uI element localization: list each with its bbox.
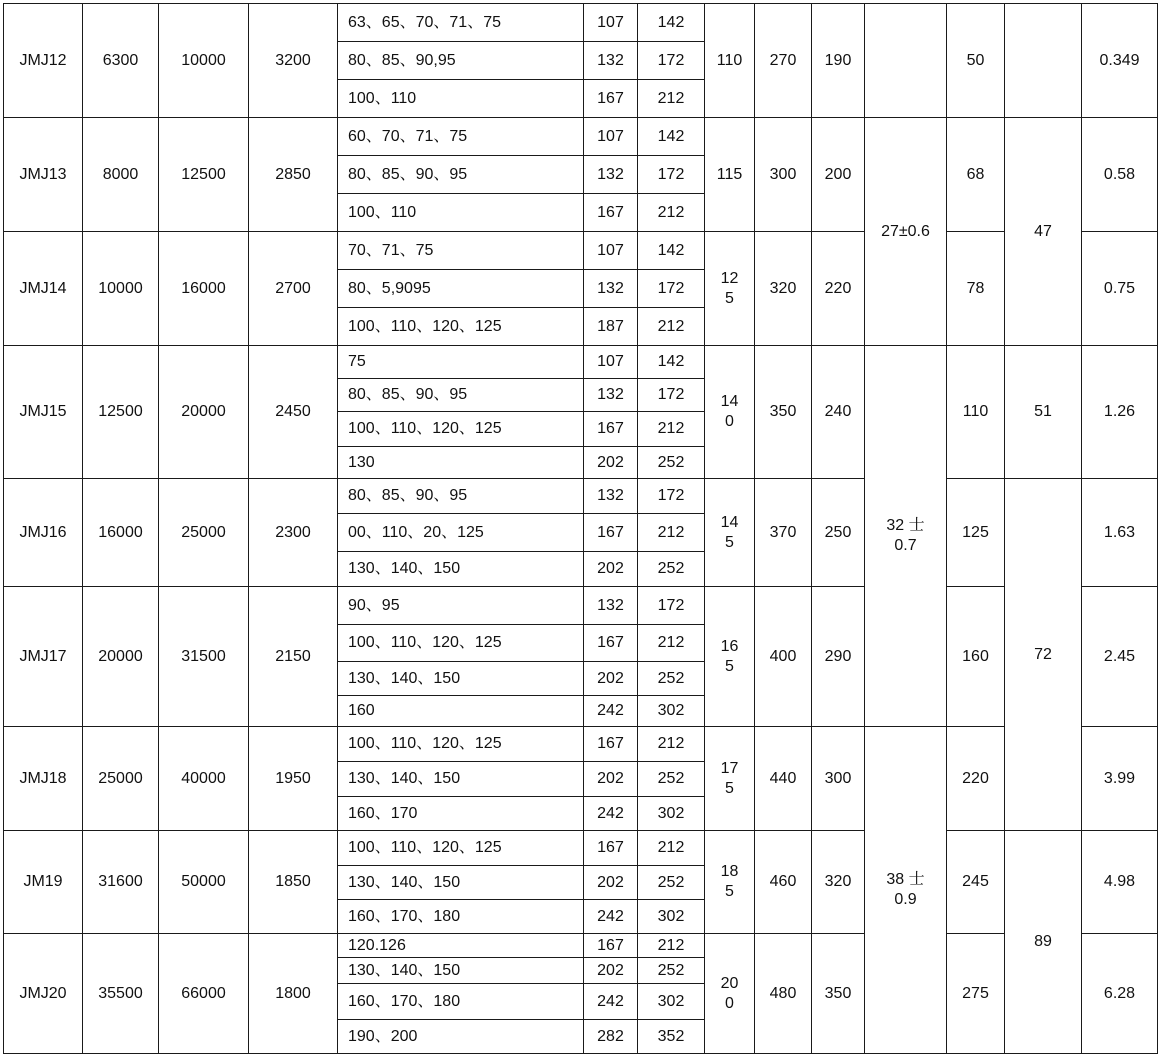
length-a-cell: 167 <box>584 194 638 232</box>
length-a-cell: 132 <box>584 270 638 308</box>
speed-cell: 2300 <box>249 479 338 587</box>
length-b-cell: 172 <box>638 379 705 412</box>
length-b-cell: 252 <box>638 958 705 984</box>
inertia-cell: 160 <box>947 587 1005 727</box>
shaft-diameter-cell: 160、170 <box>338 797 584 831</box>
inertia-cell: 125 <box>947 479 1005 587</box>
inertia-cell: 245 <box>947 831 1005 934</box>
l-dimension-value: 165 <box>720 637 739 675</box>
hub-diameter-cell: 300 <box>812 727 865 831</box>
thickness-cell <box>865 727 947 1054</box>
speed-cell: 1950 <box>249 727 338 831</box>
length-b-cell: 302 <box>638 696 705 727</box>
coupling-spec-table <box>3 3 1158 1054</box>
length-a-cell: 132 <box>584 479 638 514</box>
shaft-diameter-cell: 160、170、180 <box>338 900 584 934</box>
length-b-cell: 212 <box>638 934 705 958</box>
speed-cell: 2700 <box>249 232 338 346</box>
nominal-torque-cell: 10000 <box>83 232 159 346</box>
shaft-diameter-cell: 100、110、120、125 <box>338 727 584 762</box>
thickness-line: 32 士 <box>886 517 925 534</box>
thickness-cell <box>865 346 947 727</box>
l-dimension-cell <box>705 934 755 1054</box>
weight-cell: 4.98 <box>1082 831 1158 934</box>
shaft-diameter-cell: 75 <box>338 346 584 379</box>
shaft-diameter-cell: 160、170、180 <box>338 984 584 1020</box>
length-a-cell: 167 <box>584 514 638 552</box>
length-a-cell: 107 <box>584 232 638 270</box>
shaft-diameter-cell: 100、110、120、125 <box>338 308 584 346</box>
shaft-diameter-cell: 63、65、70、71、75 <box>338 4 584 42</box>
thickness-line: 38 士 <box>886 871 925 888</box>
shaft-diameter-cell: 120.126 <box>338 934 584 958</box>
shaft-diameter-cell: 100、110 <box>338 194 584 232</box>
nominal-torque-cell: 6300 <box>83 4 159 118</box>
length-a-cell: 132 <box>584 156 638 194</box>
table-row <box>4 232 1158 270</box>
l-dimension-cell <box>705 831 755 934</box>
thickness-cell <box>865 4 947 118</box>
weight-cell: 0.349 <box>1082 4 1158 118</box>
l-dimension-cell <box>705 346 755 479</box>
l-dimension-cell <box>705 727 755 831</box>
length-a-cell: 167 <box>584 831 638 866</box>
table-row <box>4 727 1158 762</box>
length-a-cell: 202 <box>584 662 638 696</box>
thickness-line: 0.7 <box>894 537 917 554</box>
table-row <box>4 346 1158 379</box>
l-dimension-value: 185 <box>720 863 739 900</box>
table-row <box>4 587 1158 625</box>
l-dimension-value: 110 <box>716 51 743 69</box>
outer-diameter-cell: 400 <box>755 587 812 727</box>
length-b-cell: 172 <box>638 270 705 308</box>
l-dimension-cell <box>705 479 755 587</box>
hub-diameter-cell: 290 <box>812 587 865 727</box>
hub-diameter-cell: 190 <box>812 4 865 118</box>
max-torque-cell: 50000 <box>159 831 249 934</box>
shaft-diameter-cell: 80、85、90、95 <box>338 156 584 194</box>
max-torque-cell: 16000 <box>159 232 249 346</box>
hub-diameter-cell: 320 <box>812 831 865 934</box>
nominal-torque-cell: 20000 <box>83 587 159 727</box>
hub-diameter-cell: 240 <box>812 346 865 479</box>
nominal-torque-cell: 35500 <box>83 934 159 1054</box>
length-b-cell: 252 <box>638 552 705 587</box>
table-row <box>4 118 1158 156</box>
k-value-cell: 72 <box>1005 479 1082 831</box>
length-a-cell: 132 <box>584 379 638 412</box>
length-a-cell: 107 <box>584 118 638 156</box>
shaft-diameter-cell: 130 <box>338 447 584 479</box>
length-b-cell: 252 <box>638 762 705 797</box>
shaft-diameter-cell: 80、85、90、95 <box>338 479 584 514</box>
outer-diameter-cell: 300 <box>755 118 812 232</box>
max-torque-cell: 31500 <box>159 587 249 727</box>
table-row <box>4 831 1158 866</box>
model-cell: JM19 <box>4 831 83 934</box>
l-dimension-value: 115 <box>716 165 743 183</box>
inertia-cell: 68 <box>947 118 1005 232</box>
l-dimension-value: 140 <box>720 393 739 430</box>
speed-cell: 1800 <box>249 934 338 1054</box>
thickness-cell: 27±0.6 <box>865 118 947 346</box>
max-torque-cell: 66000 <box>159 934 249 1054</box>
outer-diameter-cell: 320 <box>755 232 812 346</box>
l-dimension-cell <box>705 4 755 118</box>
speed-cell: 1850 <box>249 831 338 934</box>
length-a-cell: 167 <box>584 80 638 118</box>
inertia-cell: 275 <box>947 934 1005 1054</box>
l-dimension-cell <box>705 232 755 346</box>
max-torque-cell: 25000 <box>159 479 249 587</box>
l-dimension-cell <box>705 118 755 232</box>
weight-cell: 2.45 <box>1082 587 1158 727</box>
shaft-diameter-cell: 160 <box>338 696 584 727</box>
length-a-cell: 107 <box>584 346 638 379</box>
nominal-torque-cell: 16000 <box>83 479 159 587</box>
length-b-cell: 212 <box>638 80 705 118</box>
l-dimension-value: 200 <box>720 974 739 1012</box>
model-cell: JMJ14 <box>4 232 83 346</box>
length-b-cell: 212 <box>638 194 705 232</box>
max-torque-cell: 10000 <box>159 4 249 118</box>
shaft-diameter-cell: 130、140、150 <box>338 662 584 696</box>
length-b-cell: 172 <box>638 156 705 194</box>
length-b-cell: 212 <box>638 625 705 662</box>
model-cell: JMJ20 <box>4 934 83 1054</box>
model-cell: JMJ16 <box>4 479 83 587</box>
length-a-cell: 282 <box>584 1020 638 1054</box>
shaft-diameter-cell: 00、110、20、125 <box>338 514 584 552</box>
max-torque-cell: 12500 <box>159 118 249 232</box>
length-b-cell: 212 <box>638 727 705 762</box>
model-cell: JMJ12 <box>4 4 83 118</box>
length-b-cell: 142 <box>638 346 705 379</box>
shaft-diameter-cell: 70、71、75 <box>338 232 584 270</box>
length-b-cell: 212 <box>638 831 705 866</box>
length-a-cell: 242 <box>584 900 638 934</box>
l-dimension-cell <box>705 587 755 727</box>
weight-cell: 0.58 <box>1082 118 1158 232</box>
length-b-cell: 302 <box>638 797 705 831</box>
shaft-diameter-cell: 100、110、120、125 <box>338 625 584 662</box>
l-dimension-value: 145 <box>720 513 739 551</box>
length-b-cell: 172 <box>638 587 705 625</box>
shaft-diameter-cell: 130、140、150 <box>338 866 584 900</box>
hub-diameter-cell: 350 <box>812 934 865 1054</box>
length-a-cell: 202 <box>584 447 638 479</box>
weight-cell: 1.26 <box>1082 346 1158 479</box>
nominal-torque-cell: 31600 <box>83 831 159 934</box>
length-b-cell: 252 <box>638 662 705 696</box>
model-cell: JMJ17 <box>4 587 83 727</box>
length-a-cell: 132 <box>584 42 638 80</box>
length-a-cell: 167 <box>584 934 638 958</box>
length-a-cell: 107 <box>584 4 638 42</box>
length-b-cell: 142 <box>638 232 705 270</box>
k-value-cell: 47 <box>1005 118 1082 346</box>
outer-diameter-cell: 480 <box>755 934 812 1054</box>
length-a-cell: 202 <box>584 866 638 900</box>
hub-diameter-cell: 220 <box>812 232 865 346</box>
outer-diameter-cell: 370 <box>755 479 812 587</box>
length-a-cell: 167 <box>584 412 638 447</box>
table-row <box>4 4 1158 42</box>
nominal-torque-cell: 25000 <box>83 727 159 831</box>
length-a-cell: 242 <box>584 696 638 727</box>
shaft-diameter-cell: 130、140、150 <box>338 762 584 797</box>
length-a-cell: 167 <box>584 727 638 762</box>
length-b-cell: 212 <box>638 412 705 447</box>
length-a-cell: 187 <box>584 308 638 346</box>
shaft-diameter-cell: 60、70、71、75 <box>338 118 584 156</box>
speed-cell: 2850 <box>249 118 338 232</box>
length-a-cell: 202 <box>584 762 638 797</box>
length-b-cell: 142 <box>638 118 705 156</box>
length-b-cell: 252 <box>638 447 705 479</box>
shaft-diameter-cell: 100、110 <box>338 80 584 118</box>
length-b-cell: 302 <box>638 984 705 1020</box>
max-torque-cell: 20000 <box>159 346 249 479</box>
l-dimension-value: 175 <box>720 759 739 797</box>
weight-cell: 3.99 <box>1082 727 1158 831</box>
length-b-cell: 172 <box>638 479 705 514</box>
inertia-cell: 50 <box>947 4 1005 118</box>
nominal-torque-cell: 8000 <box>83 118 159 232</box>
model-cell: JMJ13 <box>4 118 83 232</box>
thickness-line: 0.9 <box>894 891 917 908</box>
hub-diameter-cell: 250 <box>812 479 865 587</box>
shaft-diameter-cell: 90、95 <box>338 587 584 625</box>
shaft-diameter-cell: 80、5,9095 <box>338 270 584 308</box>
length-b-cell: 252 <box>638 866 705 900</box>
length-a-cell: 132 <box>584 587 638 625</box>
model-cell: JMJ15 <box>4 346 83 479</box>
speed-cell: 2150 <box>249 587 338 727</box>
shaft-diameter-cell: 80、85、90、95 <box>338 379 584 412</box>
weight-cell: 6.28 <box>1082 934 1158 1054</box>
shaft-diameter-cell: 130、140、150 <box>338 552 584 587</box>
k-value-cell <box>1005 4 1082 118</box>
max-torque-cell: 40000 <box>159 727 249 831</box>
nominal-torque-cell: 12500 <box>83 346 159 479</box>
inertia-cell: 78 <box>947 232 1005 346</box>
length-b-cell: 302 <box>638 900 705 934</box>
k-value-cell: 51 <box>1005 346 1082 479</box>
shaft-diameter-cell: 190、200 <box>338 1020 584 1054</box>
shaft-diameter-cell: 80、85、90,95 <box>338 42 584 80</box>
inertia-cell: 110 <box>947 346 1005 479</box>
shaft-diameter-cell: 130、140、150 <box>338 958 584 984</box>
length-a-cell: 202 <box>584 552 638 587</box>
hub-diameter-cell: 200 <box>812 118 865 232</box>
length-b-cell: 352 <box>638 1020 705 1054</box>
length-b-cell: 142 <box>638 4 705 42</box>
outer-diameter-cell: 350 <box>755 346 812 479</box>
speed-cell: 3200 <box>249 4 338 118</box>
table-row <box>4 934 1158 958</box>
l-dimension-value: 125 <box>720 269 739 307</box>
length-b-cell: 172 <box>638 42 705 80</box>
weight-cell: 1.63 <box>1082 479 1158 587</box>
table-row <box>4 479 1158 514</box>
shaft-diameter-cell: 100、110、120、125 <box>338 412 584 447</box>
outer-diameter-cell: 270 <box>755 4 812 118</box>
length-a-cell: 242 <box>584 984 638 1020</box>
length-b-cell: 212 <box>638 514 705 552</box>
length-a-cell: 202 <box>584 958 638 984</box>
outer-diameter-cell: 460 <box>755 831 812 934</box>
weight-cell: 0.75 <box>1082 232 1158 346</box>
speed-cell: 2450 <box>249 346 338 479</box>
model-cell: JMJ18 <box>4 727 83 831</box>
shaft-diameter-cell: 100、110、120、125 <box>338 831 584 866</box>
length-a-cell: 242 <box>584 797 638 831</box>
inertia-cell: 220 <box>947 727 1005 831</box>
outer-diameter-cell: 440 <box>755 727 812 831</box>
length-a-cell: 167 <box>584 625 638 662</box>
length-b-cell: 212 <box>638 308 705 346</box>
k-value-cell: 89 <box>1005 831 1082 1054</box>
